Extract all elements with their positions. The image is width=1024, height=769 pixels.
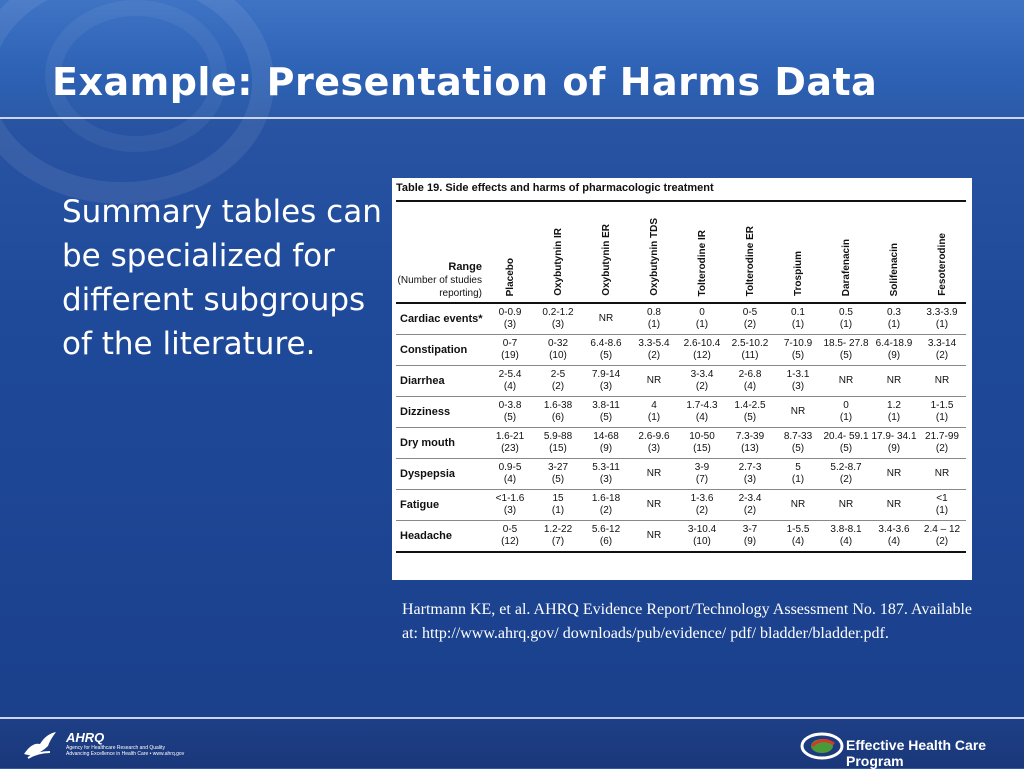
cell-count: (11) xyxy=(741,350,759,361)
cell-range: 0-0.9 xyxy=(498,307,522,318)
cell-count: (6) xyxy=(551,412,565,423)
table-cell xyxy=(726,490,774,521)
table-cell xyxy=(582,397,630,428)
cell-range: 4 xyxy=(651,400,657,411)
cell-count: (3) xyxy=(599,474,613,485)
cell-count: (12) xyxy=(501,536,519,547)
cell-range: 0-5 xyxy=(502,524,518,535)
cell-count: (5) xyxy=(791,350,805,361)
cell-range: 3-10.4 xyxy=(687,524,717,535)
cell-count: (2) xyxy=(935,536,949,547)
cell-count: (4) xyxy=(695,412,709,423)
table-cell xyxy=(918,335,966,366)
table-cell xyxy=(630,490,678,521)
table-cell xyxy=(870,490,918,521)
table-cell xyxy=(870,335,918,366)
column-header xyxy=(870,202,918,303)
cell-range: 7-10.9 xyxy=(783,338,813,349)
table-cell xyxy=(678,459,726,490)
cell-range: 0-3.8 xyxy=(498,400,522,411)
cell-range: 2-6.8 xyxy=(738,369,762,380)
table-cell xyxy=(630,303,678,335)
table-cell xyxy=(774,490,822,521)
table-cell xyxy=(774,521,822,553)
cell-range: NR xyxy=(934,375,950,386)
column-header-label: Trospium xyxy=(792,250,804,296)
cell-count: (4) xyxy=(887,536,901,547)
cell-range: 1-3.6 xyxy=(690,493,714,504)
cell-range: 0.5 xyxy=(839,307,853,318)
cell-count: (6) xyxy=(599,536,613,547)
cell-range: 1.2-22 xyxy=(543,524,573,535)
table-cell xyxy=(822,428,870,459)
table-cell xyxy=(678,397,726,428)
cell-range: 8.7-33 xyxy=(783,431,813,442)
cell-range: 2.6-9.6 xyxy=(638,431,670,442)
cell-range: 6.4-8.6 xyxy=(590,338,622,349)
cell-range: 5 xyxy=(795,462,801,473)
row-label: Constipation xyxy=(400,344,468,356)
cell-count: (10) xyxy=(693,536,711,547)
table-cell xyxy=(486,428,534,459)
cell-range: 15 xyxy=(552,493,564,504)
table-cell xyxy=(678,428,726,459)
cell-range: 18.5- 27.8 xyxy=(823,338,869,349)
cell-range: 3.8-11 xyxy=(592,400,620,411)
cell-range: NR xyxy=(646,530,662,541)
table-cell xyxy=(486,366,534,397)
cell-count: (3) xyxy=(791,381,805,392)
cell-range: 1.4-2.5 xyxy=(734,400,766,411)
column-header-label: Oxybutynin IR xyxy=(552,228,564,296)
table-cell xyxy=(726,428,774,459)
row-label: Fatigue xyxy=(400,499,440,511)
table-caption: Table 19. Side effects and harms of pharmacologic treatment xyxy=(396,182,714,194)
column-header-label: Oxybutynin ER xyxy=(600,224,612,296)
table-cell xyxy=(774,459,822,490)
table-cell xyxy=(822,397,870,428)
cell-count: (7) xyxy=(551,536,565,547)
table-cell xyxy=(678,521,726,553)
cell-range: 2-5.4 xyxy=(498,369,522,380)
cell-count: (2) xyxy=(935,443,949,454)
cell-count: (1) xyxy=(887,412,901,423)
row-label: Dyspepsia xyxy=(400,468,456,480)
table-cell xyxy=(870,459,918,490)
table-row xyxy=(396,335,966,366)
cell-range: 2-3.4 xyxy=(738,493,762,504)
column-header xyxy=(630,202,678,303)
ahrq-tagline: Advancing Excellence in Health Care • www.ahrq.gov xyxy=(66,751,185,757)
table-cell xyxy=(534,303,582,335)
cell-count: (10) xyxy=(549,350,567,361)
ehc-label: Effective Health Care Program xyxy=(846,737,987,769)
cell-range: 2.5-10.2 xyxy=(731,338,769,349)
table-cell xyxy=(678,490,726,521)
table-cell xyxy=(870,428,918,459)
table-cell xyxy=(918,303,966,335)
cell-count: (4) xyxy=(503,474,517,485)
table-cell xyxy=(486,490,534,521)
cell-count: (3) xyxy=(551,319,565,330)
cell-count: (2) xyxy=(599,505,613,516)
cell-range: 7.3-39 xyxy=(735,431,765,442)
table-cell xyxy=(918,521,966,553)
cell-count: (1) xyxy=(839,319,853,330)
table-cell xyxy=(918,428,966,459)
table-cell xyxy=(534,335,582,366)
cell-range: 3-27 xyxy=(547,462,568,473)
row-label: Cardiac events* xyxy=(400,313,483,325)
table-row xyxy=(396,459,966,490)
row-label: Dizziness xyxy=(400,406,451,418)
table-cell xyxy=(774,397,822,428)
table-cell xyxy=(582,366,630,397)
cell-range: NR xyxy=(886,375,902,386)
ahrq-logo xyxy=(66,730,184,757)
cell-range: 0.9-5 xyxy=(498,462,522,473)
cell-range: 0-7 xyxy=(502,338,518,349)
range-sublabel: (Number of studies reporting) xyxy=(397,275,482,299)
cell-count: (15) xyxy=(693,443,711,454)
ahrq-subtitle: Agency for Healthcare Research and Quality xyxy=(66,745,165,751)
cell-count: (1) xyxy=(791,319,805,330)
cell-range: NR xyxy=(646,499,662,510)
table-cell xyxy=(486,335,534,366)
cell-range: NR xyxy=(646,375,662,386)
table-cell xyxy=(486,459,534,490)
cell-count: (5) xyxy=(599,412,613,423)
column-header-label: Oxybutynin TDS xyxy=(648,218,660,296)
table-cell xyxy=(630,428,678,459)
table-row xyxy=(396,303,966,335)
cell-count: (2) xyxy=(839,474,853,485)
cell-count: (2) xyxy=(695,381,709,392)
cell-range: <1 xyxy=(936,493,948,504)
range-label: Range xyxy=(448,261,482,273)
cell-count: (3) xyxy=(503,505,517,516)
table-cell xyxy=(726,521,774,553)
cell-range: NR xyxy=(886,499,902,510)
table-cell xyxy=(918,397,966,428)
cell-count: (5) xyxy=(791,443,805,454)
column-header-label: Tolterodine IR xyxy=(696,229,708,296)
cell-count: (2) xyxy=(743,319,757,330)
cell-count: (23) xyxy=(501,443,519,454)
table-cell xyxy=(870,521,918,553)
ahrq-name: AHRQ xyxy=(66,730,105,745)
cell-count: (9) xyxy=(887,443,901,454)
cell-count: (1) xyxy=(551,505,565,516)
cell-count: (5) xyxy=(839,350,853,361)
cell-range: 5.6-12 xyxy=(591,524,621,535)
cell-count: (2) xyxy=(935,350,949,361)
bullet-text: Summary tables can be specialized for different subgroups of the literature. xyxy=(62,194,382,362)
table-cell xyxy=(822,335,870,366)
cell-count: (12) xyxy=(693,350,711,361)
cell-range: 20.4- 59.1 xyxy=(823,431,869,442)
table-cell xyxy=(630,335,678,366)
cell-count: (1) xyxy=(935,319,949,330)
column-header xyxy=(678,202,726,303)
table-cell xyxy=(582,335,630,366)
column-header xyxy=(726,202,774,303)
cell-range: 1.7-4.3 xyxy=(686,400,718,411)
cell-range: 2.4 – 12 xyxy=(923,524,961,535)
cell-range: NR xyxy=(646,468,662,479)
cell-range: NR xyxy=(790,406,806,417)
column-header-label: Placebo xyxy=(504,257,516,296)
table-cell xyxy=(678,303,726,335)
column-header xyxy=(918,202,966,303)
cell-range: 3.3-14 xyxy=(927,338,957,349)
cell-range: 1.2 xyxy=(887,400,901,411)
cell-count: (1) xyxy=(935,505,949,516)
cell-count: (4) xyxy=(839,536,853,547)
cell-range: 0.8 xyxy=(647,307,661,318)
cell-count: (5) xyxy=(743,412,757,423)
table-cell xyxy=(630,366,678,397)
cell-range: NR xyxy=(598,313,614,324)
cell-range: NR xyxy=(838,499,854,510)
cell-range: 3-7 xyxy=(742,524,758,535)
citation: Hartmann KE, et al. AHRQ Evidence Report/Technology Assessment No. 187. Available at: http://www.ahrq.gov/ downloads/pub/evidence/ pdf/ bladder/bladder.pdf. xyxy=(402,601,973,642)
cell-count: (19) xyxy=(501,350,519,361)
column-header xyxy=(486,202,534,303)
cell-range: <1-1.6 xyxy=(495,493,525,504)
cell-count: (3) xyxy=(647,443,661,454)
range-header xyxy=(396,202,486,303)
column-header-label: Fesoterodine xyxy=(936,233,948,296)
column-header-label: Tolterodine ER xyxy=(744,225,756,296)
table-row xyxy=(396,490,966,521)
cell-range: 1-3.1 xyxy=(786,369,810,380)
column-header-label: Darafenacin xyxy=(840,238,852,296)
cell-range: 0.3 xyxy=(887,307,901,318)
table-cell xyxy=(822,366,870,397)
table-row xyxy=(396,397,966,428)
table-cell xyxy=(534,521,582,553)
table-cell xyxy=(822,490,870,521)
cell-count: (1) xyxy=(935,412,949,423)
cell-range: 0-5 xyxy=(742,307,758,318)
table-cell xyxy=(486,521,534,553)
cell-count: (9) xyxy=(599,443,613,454)
table-cell xyxy=(870,366,918,397)
cell-count: (1) xyxy=(647,319,661,330)
row-label: Headache xyxy=(400,530,452,542)
cell-range: 0.1 xyxy=(791,307,805,318)
table-cell xyxy=(822,521,870,553)
cell-count: (4) xyxy=(791,536,805,547)
cell-range: 3.3-3.9 xyxy=(926,307,958,318)
cell-count: (3) xyxy=(743,474,757,485)
table-cell xyxy=(822,459,870,490)
cell-range: 0-32 xyxy=(547,338,568,349)
table-cell xyxy=(630,521,678,553)
cell-range: 1-1.5 xyxy=(930,400,954,411)
row-label: Diarrhea xyxy=(400,375,445,387)
slide-title: Example: Presentation of Harms Data xyxy=(52,60,878,104)
harms-table xyxy=(396,202,966,553)
cell-range: 7.9-14 xyxy=(591,369,621,380)
cell-count: (5) xyxy=(551,474,565,485)
table-cell xyxy=(726,397,774,428)
cell-range: 3.8-8.1 xyxy=(830,524,862,535)
cell-count: (9) xyxy=(743,536,757,547)
table-row xyxy=(396,428,966,459)
cell-range: 1.6-38 xyxy=(543,400,573,411)
cell-range: 5.9-88 xyxy=(543,431,573,442)
cell-range: NR xyxy=(790,499,806,510)
cell-count: (2) xyxy=(743,505,757,516)
table-cell xyxy=(774,303,822,335)
table-cell xyxy=(534,459,582,490)
cell-count: (4) xyxy=(503,381,517,392)
table-cell xyxy=(726,335,774,366)
table-cell xyxy=(918,490,966,521)
cell-range: 3-9 xyxy=(694,462,710,473)
cell-count: (4) xyxy=(743,381,757,392)
column-header xyxy=(582,202,630,303)
column-header xyxy=(534,202,582,303)
table-cell xyxy=(774,366,822,397)
cell-range: 6.4-18.9 xyxy=(875,338,913,349)
table-cell xyxy=(726,303,774,335)
cell-range: 5.2-8.7 xyxy=(830,462,862,473)
column-header-label: Solifenacin xyxy=(888,242,900,296)
cell-count: (5) xyxy=(599,350,613,361)
table-cell xyxy=(534,366,582,397)
cell-count: (15) xyxy=(549,443,567,454)
cell-range: 5.3-11 xyxy=(592,462,620,473)
table-cell xyxy=(726,459,774,490)
table-cell xyxy=(822,303,870,335)
cell-range: 0 xyxy=(843,400,849,411)
table-cell xyxy=(582,490,630,521)
cell-count: (9) xyxy=(887,350,901,361)
cell-count: (2) xyxy=(695,505,709,516)
cell-range: 1.6-21 xyxy=(495,431,525,442)
cell-range: NR xyxy=(886,468,902,479)
cell-count: (1) xyxy=(695,319,709,330)
title-divider xyxy=(0,117,1024,119)
table-cell xyxy=(774,335,822,366)
table-cell xyxy=(918,459,966,490)
cell-range: 1.6-18 xyxy=(591,493,621,504)
cell-range: 17.9- 34.1 xyxy=(871,431,917,442)
cell-range: 3.3-5.4 xyxy=(638,338,670,349)
cell-count: (2) xyxy=(551,381,565,392)
cell-range: 2.7-3 xyxy=(738,462,762,473)
table-cell xyxy=(774,428,822,459)
table-row xyxy=(396,366,966,397)
table-cell xyxy=(918,366,966,397)
table-cell xyxy=(486,303,534,335)
cell-count: (1) xyxy=(791,474,805,485)
table-cell xyxy=(582,428,630,459)
harms-table-image xyxy=(392,178,972,580)
table-row xyxy=(396,521,966,553)
cell-range: 10-50 xyxy=(689,431,715,442)
cell-range: 2-5 xyxy=(550,369,566,380)
cell-range: 21.7-99 xyxy=(925,431,959,442)
table-cell xyxy=(582,459,630,490)
cell-count: (1) xyxy=(887,319,901,330)
cell-count: (3) xyxy=(599,381,613,392)
cell-range: 3-3.4 xyxy=(690,369,714,380)
cell-count: (2) xyxy=(647,350,661,361)
table-cell xyxy=(582,521,630,553)
row-label: Dry mouth xyxy=(400,437,455,449)
cell-count: (3) xyxy=(503,319,517,330)
table-cell xyxy=(678,335,726,366)
cell-range: 2.6-10.4 xyxy=(683,338,721,349)
cell-count: (5) xyxy=(503,412,517,423)
cell-count: (13) xyxy=(741,443,759,454)
column-header xyxy=(774,202,822,303)
cell-count: (1) xyxy=(647,412,661,423)
cell-count: (5) xyxy=(839,443,853,454)
table-cell xyxy=(534,397,582,428)
cell-range: NR xyxy=(838,375,854,386)
table-cell xyxy=(534,490,582,521)
table-cell xyxy=(582,303,630,335)
table-cell xyxy=(870,397,918,428)
table-cell xyxy=(726,366,774,397)
table-cell xyxy=(630,459,678,490)
table-cell xyxy=(630,397,678,428)
cell-range: 14-68 xyxy=(593,431,619,442)
cell-range: 1-5.5 xyxy=(786,524,810,535)
cell-count: (7) xyxy=(695,474,709,485)
hhs-eagle-icon xyxy=(20,728,60,760)
cell-range: NR xyxy=(934,468,950,479)
column-header xyxy=(822,202,870,303)
table-cell xyxy=(678,366,726,397)
table-cell xyxy=(870,303,918,335)
cell-range: 0 xyxy=(699,307,705,318)
table-cell xyxy=(534,428,582,459)
table-cell xyxy=(486,397,534,428)
cell-count: (1) xyxy=(839,412,853,423)
cell-range: 0.2-1.2 xyxy=(542,307,574,318)
cell-range: 3.4-3.6 xyxy=(878,524,910,535)
